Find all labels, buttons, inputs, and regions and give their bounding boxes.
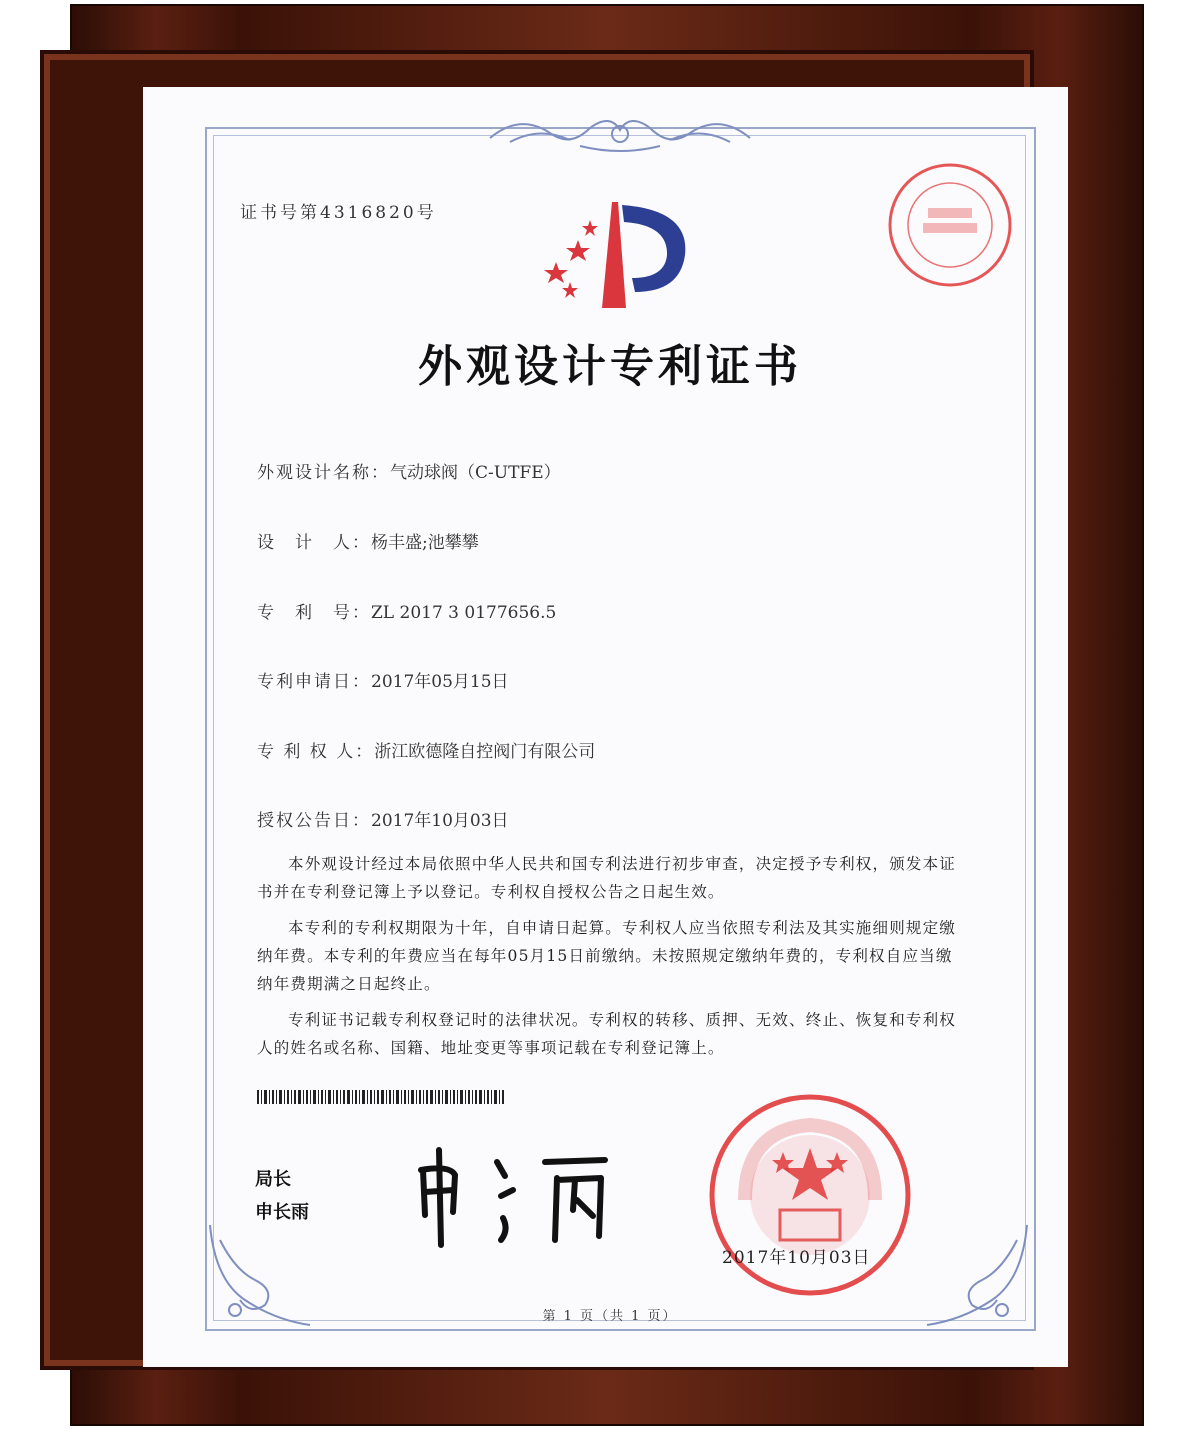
body-paragraph-3: 专利证书记载专利权登记时的法律状况。专利权的转移、质押、无效、终止、恢复和专利权人的姓名或名称、国籍、地址变更等事项记载在专利登记簿上。 [257, 1011, 957, 1057]
field-patent-number [257, 598, 556, 623]
field-label: 外观设计名称： [257, 463, 390, 483]
field-patentee [257, 737, 595, 762]
top-ornament [470, 108, 770, 158]
director-name: 申长雨 [255, 1202, 309, 1223]
field-value: ZL 2017 3 0177656.5 [371, 603, 557, 623]
body-paragraph-1: 本外观设计经过本局依照中华人民共和国专利法进行初步审查，决定授予专利权，颁发本证书并在专利登记簿上予以登记。专利权自授权公告之日起生效。 [257, 855, 957, 901]
field-value: 杨丰盛;池攀攀 [371, 533, 479, 553]
page-indicator: 第 1 页（共 1 页） [542, 1309, 678, 1324]
field-value: 2017年10月03日 [371, 811, 509, 831]
field-filing-date [257, 667, 509, 692]
field-grant-date [257, 806, 509, 831]
field-designer [257, 528, 479, 553]
director-signature [405, 1140, 625, 1250]
field-label: 设 计 人： [257, 533, 371, 553]
field-label: 专 利 号： [257, 603, 371, 623]
barcode [257, 1090, 507, 1104]
field-value: 气动球阀（C-UTFE） [390, 463, 561, 483]
corner-ornament-bottom-left [205, 1220, 315, 1330]
director-block [255, 1163, 309, 1229]
body-paragraph-2: 本专利的专利权期限为十年，自申请日起算。专利权人应当依照专利法及其实施细则规定缴纳年费。本专利的年费应当在每年05月15日前缴纳。未按照规定缴纳年费的，专利权自应当缴纳年费期满之日起终止。 [257, 919, 957, 993]
corner-ornament-bottom-right [922, 1220, 1032, 1330]
certificate-title: 外观设计专利证书 [418, 341, 802, 392]
certificate-number: 证书号第4316820号 [240, 203, 437, 223]
issue-date: 2017年10月03日 [722, 1248, 871, 1268]
tax-seal-icon [885, 160, 1015, 290]
field-design-name [257, 458, 561, 483]
field-label: 专利申请日： [257, 672, 371, 692]
director-title: 局长 [255, 1169, 291, 1190]
cnipa-logo-icon [540, 200, 690, 312]
field-label: 授权公告日： [257, 811, 371, 831]
field-value: 2017年05月15日 [371, 672, 509, 692]
field-label: 专 利 权 人： [257, 742, 375, 762]
certificate-body-text [257, 850, 967, 1070]
field-value: 浙江欧德隆自控阀门有限公司 [374, 742, 596, 762]
office-seal-icon [705, 1090, 915, 1300]
